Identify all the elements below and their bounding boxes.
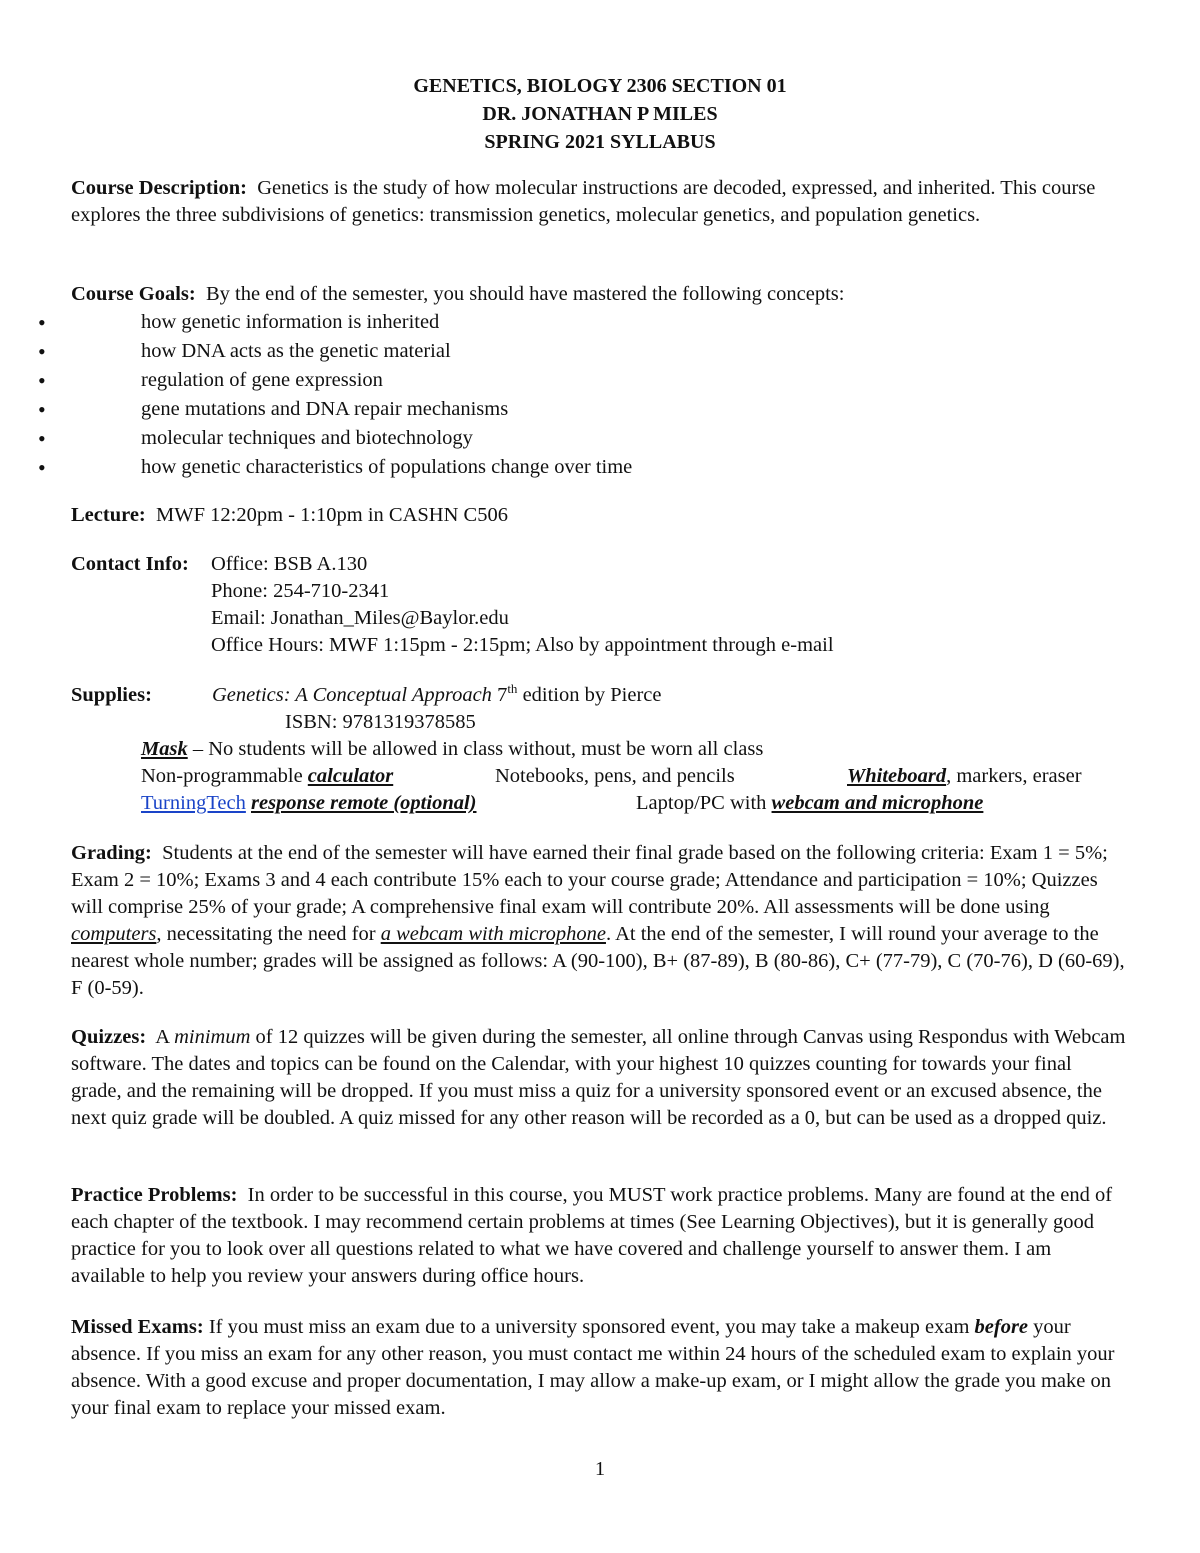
lecture-section (71, 502, 1126, 529)
quizzes-text-b: of 12 quizzes will be given during the semester, all online through Canvas using Respondus with Webcam software. The dates and topics can be found on the Calendar, with your highest 10 quizzes counting for towards your final grade, and the remaining will be dropped. If you must miss a quiz for a university sponsored event or an excused absence, the next quiz grade will be doubled. A quiz missed for any other reason will be recorded as a 0, but can be used as a dropped quiz. (71, 1026, 1126, 1129)
missed-exams-label: Missed Exams: (71, 1316, 204, 1338)
textbook-line (212, 682, 661, 709)
missed-exams-text-b: your absence. If you miss an exam for any other reason, you must contact me within 24 hours of the scheduled exam to explain your absence. With a good excuse and proper documentation, I may allow a make-up exam, or I might allow the grade you make on your final exam to replace your missed exam. (71, 1316, 1115, 1419)
course-goals-list (0, 309, 1126, 481)
textbook-title: Genetics: A Conceptual Approach (212, 684, 492, 706)
mask-text: – No students will be allowed in class without, must be worn all class (192, 738, 764, 760)
calculator-label: calculator (307, 765, 394, 787)
missed-exams-text-a: If you must miss an exam due to a university sponsored event, you may take a makeup exam (208, 1316, 970, 1338)
course-goals-intro: By the end of the semester, you should have mastered the following concepts: (205, 283, 845, 305)
list-item: • gene mutations and DNA repair mechanisms (0, 396, 1126, 423)
course-description-text: Genetics is the study of how molecular instructions are decoded, expressed, and inherited. This course explores the three subdivisions of genetics: transmission genetics, molecular genetics, and population genetics. (71, 177, 1096, 226)
lecture-label: Lecture: (71, 504, 146, 526)
textbook-author: edition by Pierce (522, 684, 662, 706)
instructor-name: DR. JONATHAN P MILES (482, 103, 718, 125)
list-item: • how DNA acts as the genetic material (0, 338, 1126, 365)
page-number: 1 (594, 1458, 606, 1480)
list-item: • molecular techniques and biotechnology (0, 425, 1126, 452)
quizzes-label: Quizzes: (71, 1026, 147, 1048)
contact-office: Office: BSB A.130 (211, 553, 368, 575)
mask-line (141, 736, 763, 763)
response-remote-label: response remote (optional) (251, 792, 477, 814)
contact-label: Contact Info: (71, 553, 189, 575)
contact-section (71, 551, 1126, 659)
grading-text-c: . At the end of the semester, I will round your average to the nearest whole number; grades will be assigned as follows: A (90-100), B+ (87-89), B (80-86), C+ (77-79), C (70-76), D (60-69), F (0-59). (71, 923, 1125, 999)
notebooks-item: Notebooks, pens, and pencils (495, 765, 735, 787)
grading-text-a: Students at the end of the semester will have earned their final grade based on the following criteria: Exam 1 = 5%; Exam 2 = 10%; Exams 3 and 4 each contribute 15% each to your course grade; Attendance and participation = 10%; Quizzes will comprise 25% of your grade; A comprehensive final exam will contribute 20%. All assessments will be done using (71, 842, 1108, 918)
syllabus-term: SPRING 2021 SYLLABUS (484, 131, 716, 153)
grading-text-b: , necessitating the need for (156, 923, 376, 945)
grading-label: Grading: (71, 842, 152, 864)
quizzes-text-a: A (155, 1026, 169, 1048)
contact-phone: Phone: 254-710-2341 (211, 580, 390, 602)
quizzes-section (71, 1024, 1126, 1132)
laptop-item (636, 790, 983, 817)
textbook-edition: 7 (497, 684, 508, 706)
course-goals-label: Course Goals: (71, 283, 196, 305)
textbook-isbn: ISBN: 9781319378585 (285, 711, 476, 733)
missed-exams-section (71, 1314, 1126, 1422)
grading-computers: computers (71, 923, 157, 945)
list-item: • how genetic characteristics of populations change over time (0, 454, 1126, 481)
laptop-prefix: Laptop/PC with (636, 792, 767, 814)
response-remote-item (141, 790, 477, 817)
whiteboard-rest: , markers, eraser (946, 765, 1082, 787)
supplies-label: Supplies: (71, 684, 152, 706)
calculator-prefix: Non-programmable (141, 765, 303, 787)
document-header (0, 72, 1200, 156)
calculator-item (141, 763, 393, 790)
grading-section (71, 840, 1126, 1002)
turningtech-link[interactable]: TurningTech (141, 792, 246, 814)
quizzes-minimum: minimum (174, 1026, 251, 1048)
missed-exams-before: before (974, 1316, 1029, 1338)
textbook-edition-suffix: th (507, 681, 518, 697)
lecture-text: MWF 12:20pm - 1:10pm in CASHN C506 (156, 504, 508, 526)
course-description-section (71, 175, 1126, 229)
contact-office-hours: Office Hours: MWF 1:15pm - 2:15pm; Also by appointment through e-mail (211, 634, 834, 656)
whiteboard-label: Whiteboard (847, 765, 947, 787)
mask-label: Mask (141, 738, 188, 760)
list-item: • regulation of gene expression (0, 367, 1126, 394)
course-goals-section (71, 281, 1126, 481)
course-description-label: Course Description: (71, 177, 247, 199)
practice-problems-label: Practice Problems: (71, 1184, 238, 1206)
list-item: • how genetic information is inherited (0, 309, 1126, 336)
laptop-label: webcam and microphone (771, 792, 984, 814)
grading-webcam: a webcam with microphone (380, 923, 606, 945)
practice-problems-section (71, 1182, 1126, 1290)
whiteboard-item (847, 763, 1082, 790)
course-title: GENETICS, BIOLOGY 2306 SECTION 01 (413, 75, 787, 97)
supplies-section (71, 682, 1131, 817)
practice-problems-text: In order to be successful in this course, you MUST work practice problems. Many are found at the end of each chapter of the textbook. I may recommend certain problems at times (See Learning Objectives), but it is generally good practice for you to look over all questions related to what we have covered and challenge yourself to answer them. I am available to help you review your answers during office hours. (71, 1184, 1113, 1287)
contact-email: Email: Jonathan_Miles@Baylor.edu (211, 607, 509, 629)
